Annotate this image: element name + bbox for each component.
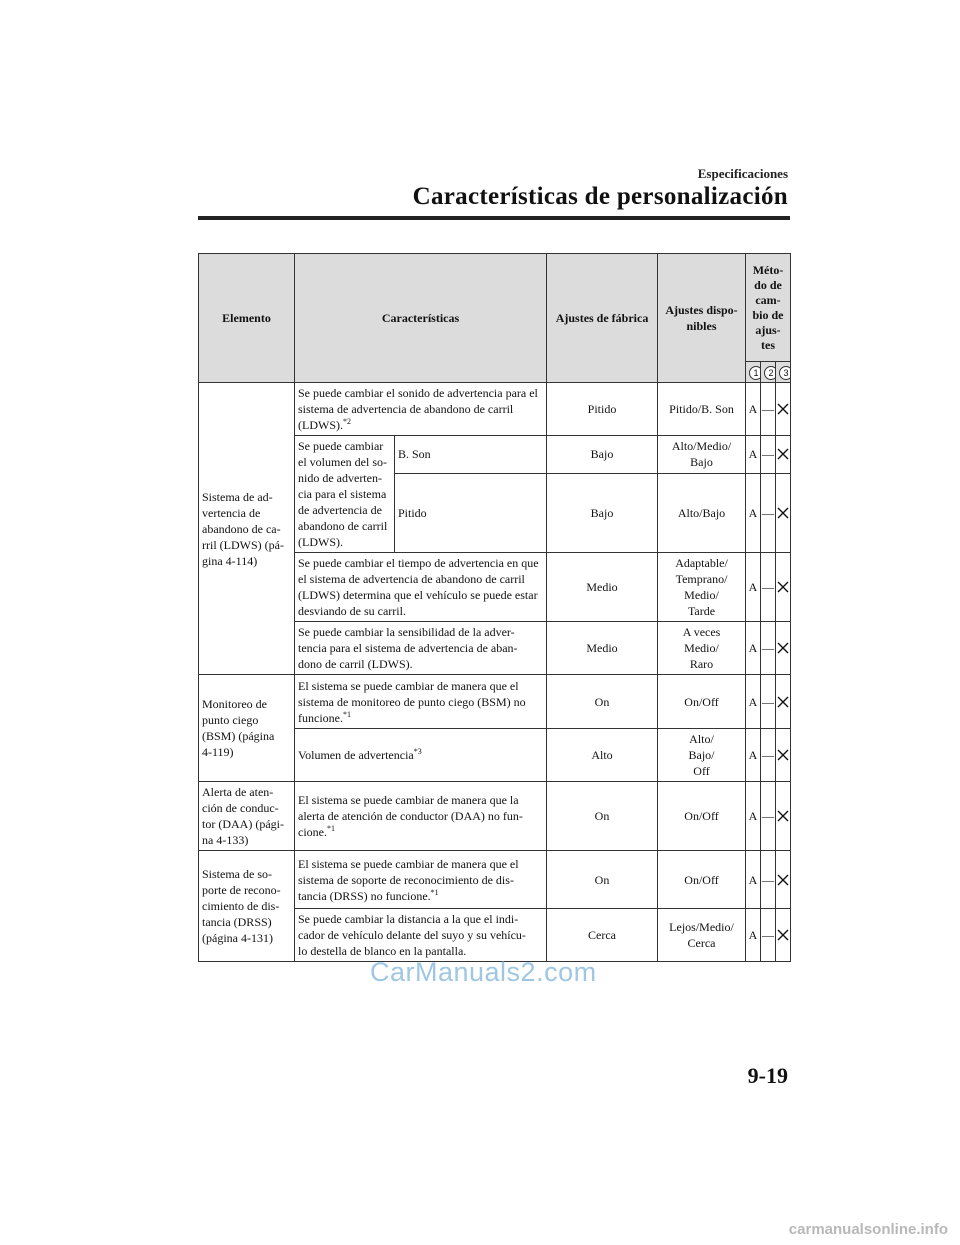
available-value: Lejos/Medio/ Cerca <box>658 909 746 962</box>
header-caracteristicas: Características <box>295 254 547 383</box>
factory-value: On <box>547 782 658 851</box>
method-2-value: — <box>761 383 776 436</box>
method-2-value: — <box>761 851 776 909</box>
feature-text: El sistema se puede cambiar de manera que el sistema de monitoreo de punto ciego (BSM) no funcione. <box>298 678 526 725</box>
feature-text: Pitido <box>395 473 547 552</box>
item-ldws: Sistema de ad- vertencia de abandono de ca- rril (LDWS) (pá- gina 4-114) <box>199 383 295 675</box>
available-value: Alto/Medio/ Bajo <box>658 436 746 474</box>
header-metodo-cambio: Méto- do de cam- bio de ajus- tes <box>746 254 791 362</box>
available-value: Adaptable/ Temprano/ Medio/ Tarde <box>658 553 746 622</box>
customization-table <box>198 253 791 962</box>
method-1-value: A <box>746 436 761 474</box>
available-value: A veces Medio/ Raro <box>658 622 746 675</box>
watermark-logo: CarManuals2.com <box>370 957 597 987</box>
table-row <box>199 383 791 436</box>
method-1-value: A <box>746 473 761 552</box>
factory-value: Medio <box>547 553 658 622</box>
method-2-value: — <box>761 473 776 552</box>
method-2-value: — <box>761 436 776 474</box>
method-2-value: — <box>761 622 776 675</box>
factory-value: Pitido <box>547 383 658 436</box>
footnote-ref: *1 <box>327 824 335 833</box>
item-drss: Sistema de so- porte de recono- cimiento de dis- tancia (DRSS) (página 4-131) <box>199 851 295 962</box>
factory-value: On <box>547 851 658 909</box>
not-available-icon <box>777 696 789 708</box>
not-available-icon <box>777 749 789 761</box>
method-2-value: — <box>761 909 776 962</box>
not-available-icon <box>777 874 789 886</box>
method-1-value: A <box>746 782 761 851</box>
header-ajustes-disponibles: Ajustes dispo- nibles <box>658 254 746 383</box>
section-header: Especificaciones <box>697 166 788 181</box>
not-available-icon <box>777 642 789 654</box>
page-number: 9-19 <box>747 1063 788 1088</box>
available-value: Pitido/B. Son <box>658 383 746 436</box>
page-title: Características de personalización <box>412 183 788 210</box>
footnote-ref: *1 <box>342 709 351 719</box>
footnote-ref: *1 <box>430 887 439 897</box>
method-1-icon: 1 <box>749 366 761 380</box>
feature-text: El sistema se puede cambiar de manera que el sistema de soporte de reconocimiento de dis- tancia (DRSS) no funcione. <box>298 856 519 903</box>
not-available-icon <box>777 929 789 941</box>
feature-text: Se puede cambiar el tiempo de advertencia en que el sistema de advertencia de abandono de carril (LDWS) determina que el vehículo se puede estar desviando de su carril. <box>295 553 547 622</box>
available-value: On/Off <box>658 782 746 851</box>
method-2-value: — <box>761 675 776 729</box>
table-row <box>199 675 791 729</box>
feature-text: Volumen de advertencia <box>298 748 414 762</box>
factory-value: Medio <box>547 622 658 675</box>
item-daa: Alerta de aten- ción de conduc- tor (DAA) (pági- na 4-133) <box>199 782 295 851</box>
footnote-ref: *2 <box>343 417 351 426</box>
not-available-icon <box>777 581 789 593</box>
available-value: On/Off <box>658 851 746 909</box>
feature-text: Se puede cambiar la sensibilidad de la adver- tencia para el sistema de advertencia de aban- dono de carril (LDWS). <box>295 622 547 675</box>
method-1-value: A <box>746 383 761 436</box>
not-available-icon <box>777 403 789 415</box>
feature-volume-label: Se puede cambiar el volumen del so- nido de adverten- cia para el sistema de advertencia de abandono de carril (LDWS). <box>295 436 395 553</box>
header-ajustes-fabrica: Ajustes de fábrica <box>547 254 658 383</box>
not-available-icon <box>777 507 789 519</box>
header-elemento: Elemento <box>199 254 295 383</box>
factory-value: Bajo <box>547 473 658 552</box>
method-2-value: — <box>761 782 776 851</box>
feature-text: Se puede cambiar la distancia a la que el indi- cador de vehículo delante del suyo y su vehícu- lo destella de blanco en la pantalla. <box>295 909 547 962</box>
method-2-value: — <box>761 729 776 782</box>
footer-url: carmanualsonline.info <box>788 1221 948 1238</box>
available-value: Alto/ Bajo/ Off <box>658 729 746 782</box>
not-available-icon <box>777 448 789 460</box>
factory-value: Bajo <box>547 436 658 474</box>
method-1-value: A <box>746 553 761 622</box>
feature-text: El sistema se puede cambiar de manera que la alerta de atención de conductor (DAA) no fun- cione. <box>298 793 523 839</box>
method-2-value: — <box>761 553 776 622</box>
method-1-value: A <box>746 675 761 729</box>
factory-value: On <box>547 675 658 729</box>
method-2-icon: 2 <box>764 366 776 380</box>
available-value: Alto/Bajo <box>658 473 746 552</box>
header-rule <box>198 216 790 220</box>
available-value: On/Off <box>658 675 746 729</box>
table-row <box>199 851 791 909</box>
feature-text: Se puede cambiar el sonido de advertencia para el sistema de advertencia de abandono de carril (LDWS). <box>298 386 538 432</box>
table-row <box>199 782 791 851</box>
factory-value: Alto <box>547 729 658 782</box>
method-1-value: A <box>746 729 761 782</box>
item-bsm: Monitoreo de punto ciego (BSM) (página 4-119) <box>199 675 295 782</box>
footnote-ref: *3 <box>413 747 422 756</box>
not-available-icon <box>777 810 789 822</box>
feature-text: B. Son <box>395 436 547 474</box>
factory-value: Cerca <box>547 909 658 962</box>
method-1-value: A <box>746 909 761 962</box>
method-1-value: A <box>746 851 761 909</box>
method-3-icon: 3 <box>779 366 791 380</box>
method-1-value: A <box>746 622 761 675</box>
